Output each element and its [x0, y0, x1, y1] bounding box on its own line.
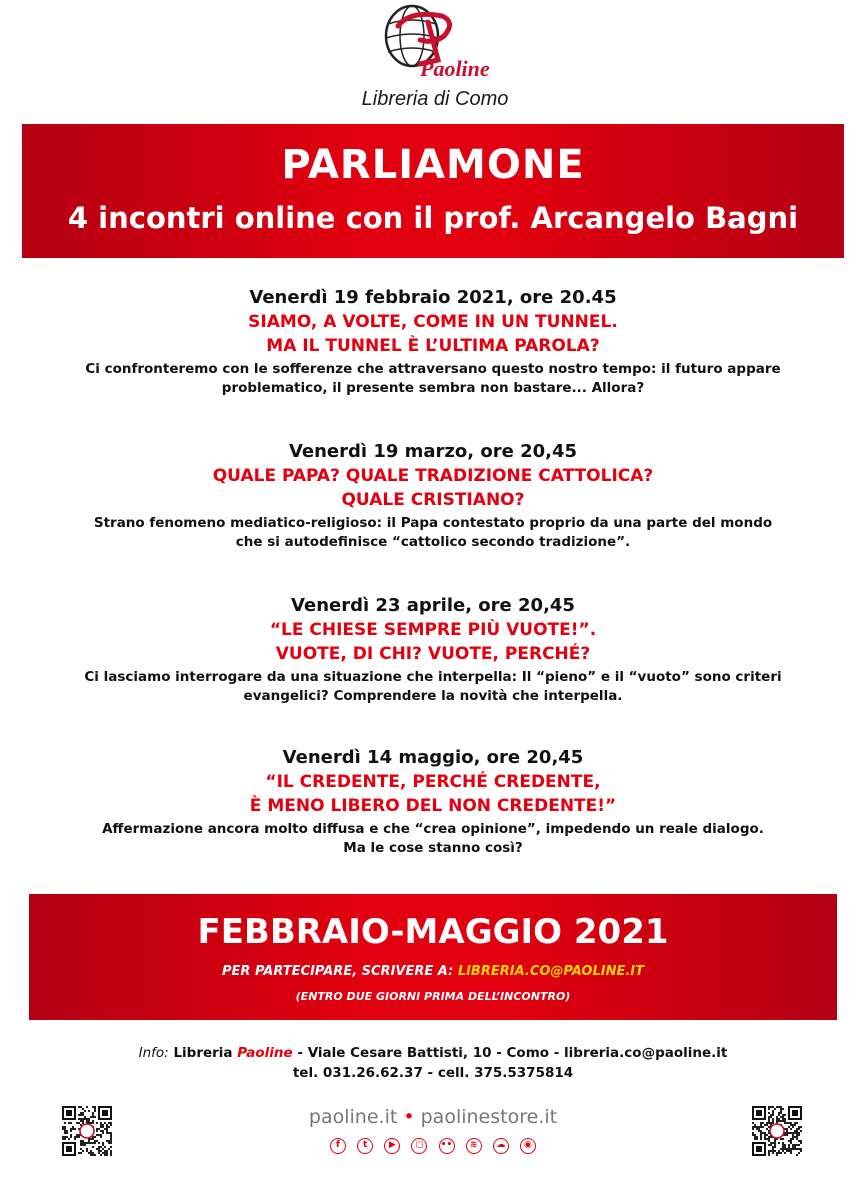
event-description-line: Affermazione ancora molto diffusa e che “crea opinione”, impedendo un reale dialogo.: [102, 821, 764, 837]
info-address: - Viale Cesare Battisti, 10 - Como - libreria.co@paoline.it: [297, 1045, 728, 1061]
info-label: Info:: [138, 1045, 169, 1061]
soundcloud-icon[interactable]: ☁: [493, 1138, 509, 1154]
event-title-line: SIAMO, A VOLTE, COME IN UN TUNNEL.: [248, 312, 618, 332]
info-store: Libreria: [173, 1045, 233, 1061]
event-2: [40, 440, 826, 552]
page-title: PARLIAMONE: [281, 142, 585, 188]
event-date: Venerdì 23 aprile, ore 20,45: [291, 595, 575, 616]
deadline-note: (ENTRO DUE GIORNI PRIMA DELL’INCONTRO): [295, 990, 571, 1003]
store-name: Libreria di Como: [361, 88, 509, 110]
spotify-icon[interactable]: ≋: [466, 1138, 482, 1154]
event-4: [40, 746, 826, 858]
flickr-icon[interactable]: ••: [439, 1138, 455, 1154]
brand-name: Paoline: [420, 56, 490, 81]
event-description-line: problematico, il presente sembra non bastare... Allora?: [221, 380, 645, 396]
twitter-icon[interactable]: t: [357, 1138, 373, 1154]
qr-code-right: [752, 1106, 802, 1156]
site-separator: •: [403, 1106, 415, 1128]
event-description-line: che si autodefinisce “cattolico secondo tradizione”.: [235, 534, 631, 550]
site-link-paolinestore[interactable]: paolinestore.it: [420, 1106, 558, 1128]
youtube-icon[interactable]: ▶: [384, 1138, 400, 1154]
participate-line: [29, 964, 837, 979]
period-title: FEBBRAIO-MAGGIO 2021: [197, 912, 669, 952]
event-1: [40, 286, 826, 398]
instagram-icon[interactable]: ◻: [411, 1138, 427, 1154]
event-title-line: È MENO LIBERO DEL NON CREDENTE!”: [249, 796, 617, 816]
event-title-line: MA IL TUNNEL È L’ULTIMA PAROLA?: [266, 336, 600, 356]
event-description-line: evangelici? Comprendere la novità che interpella.: [243, 688, 623, 704]
participate-label: PER PARTECIPARE, SCRIVERE A:: [222, 964, 454, 979]
participate-email-link[interactable]: LIBRERIA.CO@PAOLINE.IT: [457, 964, 644, 979]
event-title-line: “IL CREDENTE, PERCHÉ CREDENTE,: [265, 772, 601, 792]
podcast-icon[interactable]: ◉: [520, 1138, 536, 1154]
social-icons: [330, 1138, 536, 1156]
event-title-line: QUALE PAPA? QUALE TRADIZIONE CATTOLICA?: [212, 466, 654, 486]
event-date: Venerdì 19 marzo, ore 20,45: [288, 441, 578, 462]
event-description-line: Strano fenomeno mediatico-religioso: il Papa contestato proprio da una parte del mondo: [93, 515, 773, 531]
event-title-line: VUOTE, DI CHI? VUOTE, PERCHÉ?: [275, 644, 591, 664]
event-title-line: “LE CHIESE SEMPRE PIÙ VUOTE!”.: [269, 620, 597, 640]
event-title-line: QUALE CRISTIANO?: [341, 490, 525, 510]
event-description: [40, 514, 826, 552]
contact-phones: tel. 031.26.62.37 - cell. 375.5375814: [292, 1065, 574, 1081]
event-3: [40, 594, 826, 706]
event-description: [40, 820, 826, 858]
title-banner: [22, 124, 844, 258]
period-banner: [29, 894, 837, 1020]
event-description-line: Ci lasciamo interrogare da una situazione che interpella: Il “pieno” e il “vuoto” sono criteri: [84, 669, 782, 685]
event-date: Venerdì 19 febbraio 2021, ore 20.45: [249, 287, 617, 308]
event-description: [40, 668, 826, 706]
event-description-line: Ma le cose stanno così?: [343, 840, 523, 856]
facebook-icon[interactable]: f: [330, 1138, 346, 1154]
event-description: [40, 360, 826, 398]
event-description-line: Ci confronteremo con le sofferenze che attraversano questo nostro tempo: il futuro appare: [85, 361, 781, 377]
contact-info: [0, 1045, 866, 1061]
info-brand: Paoline: [237, 1045, 293, 1061]
page-subtitle: 4 incontri online con il prof. Arcangelo Bagni: [67, 201, 799, 235]
event-date: Venerdì 14 maggio, ore 20,45: [282, 747, 584, 768]
websites: [0, 1106, 866, 1128]
site-link-paoline[interactable]: paoline.it: [308, 1106, 398, 1128]
qr-code-left: [62, 1106, 112, 1156]
